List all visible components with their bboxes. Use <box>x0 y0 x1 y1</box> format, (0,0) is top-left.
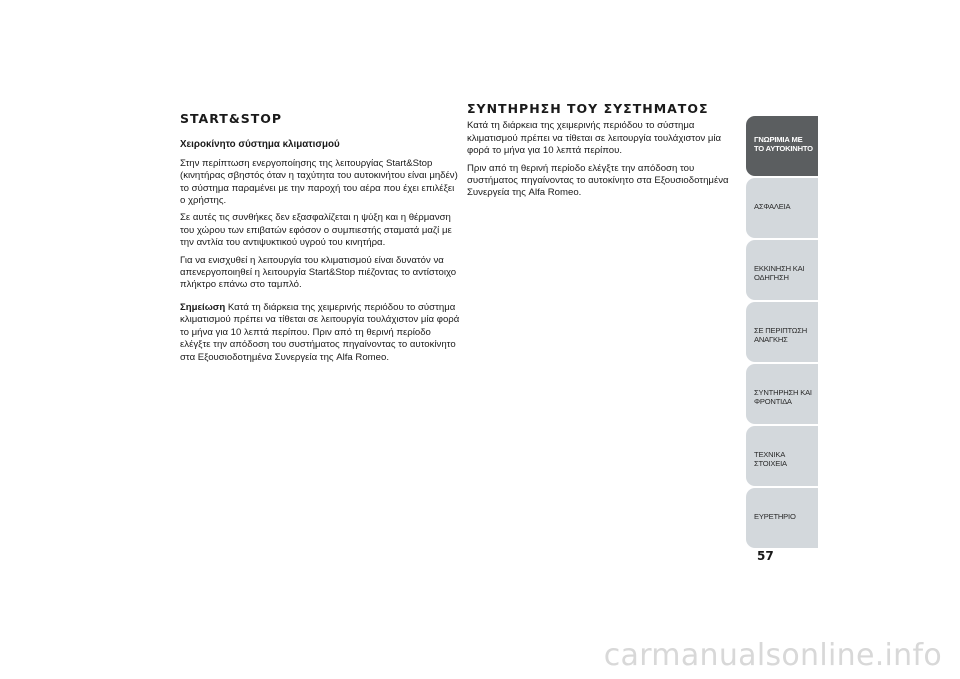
note-text: Κατά τη διάρκεια της χειμερινής περιόδου το σύστημα κλιματισμού πρέπει να τίθεται σε λειτουργία τουλάχιστον μία φορά το μήνα για 10 λεπτά περίπου. Πριν από τη θερινή περίοδο ελέγξτε την απόδοση του συστήματος πηγαίνοντας το αυτοκίνητο στα Εξουσιοδοτημένα Συνεργεία της Alfa Romeo. <box>180 301 460 363</box>
chapter-sidebar <box>746 116 818 550</box>
tab-label: ΕΚΚΙΝΗΣΗ ΚΑΙ ΟΔΗΓΗΣΗ <box>754 264 805 283</box>
paragraph: Σε αυτές τις συνθήκες δεν εξασφαλίζεται η ψύξη και η θέρμανση του χώρου των επιβατών εφόσον ο συμπιεστής σταματά μαζί με την αντλία του αντιψυκτικού υγρού του κινητήρα. <box>180 212 452 249</box>
paragraph: Πριν από τη θερινή περίοδο ελέγξτε την απόδοση του συστήματος πηγαίνοντας το αυτοκίνητο στα Εξουσιοδοτημένα Συνεργεία της Alfa Romeo. <box>467 162 729 199</box>
tab-label: ΑΣΦΑΛΕΙΑ <box>754 202 791 211</box>
tab-maintenance[interactable] <box>746 364 818 424</box>
tab-safety[interactable] <box>746 178 818 238</box>
page-number: 57 <box>757 549 774 563</box>
tab-label: ΕΥΡΕΤΗΡΙΟ <box>754 512 796 521</box>
tab-index[interactable] <box>746 488 818 548</box>
paragraph: Στην περίπτωση ενεργοποίησης της λειτουργίας Start&Stop (κινητήρας σβηστός όταν η ταχύτητα του αυτοκινήτου είναι μηδέν) το σύστημα παραμένει με την παροχή του αέρα που έχει επιλέξει ο χρήστης. <box>180 157 458 207</box>
right-column <box>467 103 742 205</box>
section-heading-start-stop: START&STOP <box>180 111 283 126</box>
tab-starting-driving[interactable] <box>746 240 818 300</box>
tab-label: ΤΕΧΝΙΚΑ ΣΤΟΙΧΕΙΑ <box>754 450 787 469</box>
note-paragraph <box>180 302 462 364</box>
subheading-manual-climate: Χειροκίνητο σύστημα κλιματισμού <box>180 139 340 151</box>
tab-emergency[interactable] <box>746 302 818 362</box>
note-label: Σημείωση <box>180 301 226 313</box>
tab-technical-data[interactable] <box>746 426 818 486</box>
section-heading-maintenance: ΣΥΝΤΗΡΗΣΗ ΤΟΥ ΣΥΣΤΗΜΑΤΟΣ <box>467 101 709 116</box>
left-column <box>180 113 462 369</box>
tab-label: ΣΕ ΠΕΡΙΠΤΩΣΗ ΑΝΑΓΚΗΣ <box>754 326 808 345</box>
tab-label: ΣΥΝΤΗΡΗΣΗ ΚΑΙ ΦΡΟΝΤΙΔΑ <box>754 388 812 407</box>
paragraph: Κατά τη διάρκεια της χειμερινής περιόδου το σύστημα κλιματισμού πρέπει να τίθεται σε λειτουργία τουλάχιστον μία φορά το μήνα για 10 λεπτά περίπου. <box>467 120 722 157</box>
watermark: carmanualsonline.info <box>603 638 942 673</box>
tab-label: ΓΝΩΡΙΜΙΑ ΜΕ ΤΟ ΑΥΤΟΚΙΝΗΤΟ <box>754 135 813 154</box>
paragraph: Για να ενισχυθεί η λειτουργία του κλιματισμού είναι δυνατόν να απενεργοποιηθεί η λειτουργία Start&Stop πιέζοντας το αντίστοιχο πλήκτρο επάνω στο ταμπλό. <box>180 254 457 291</box>
tab-getting-to-know[interactable] <box>746 116 818 176</box>
